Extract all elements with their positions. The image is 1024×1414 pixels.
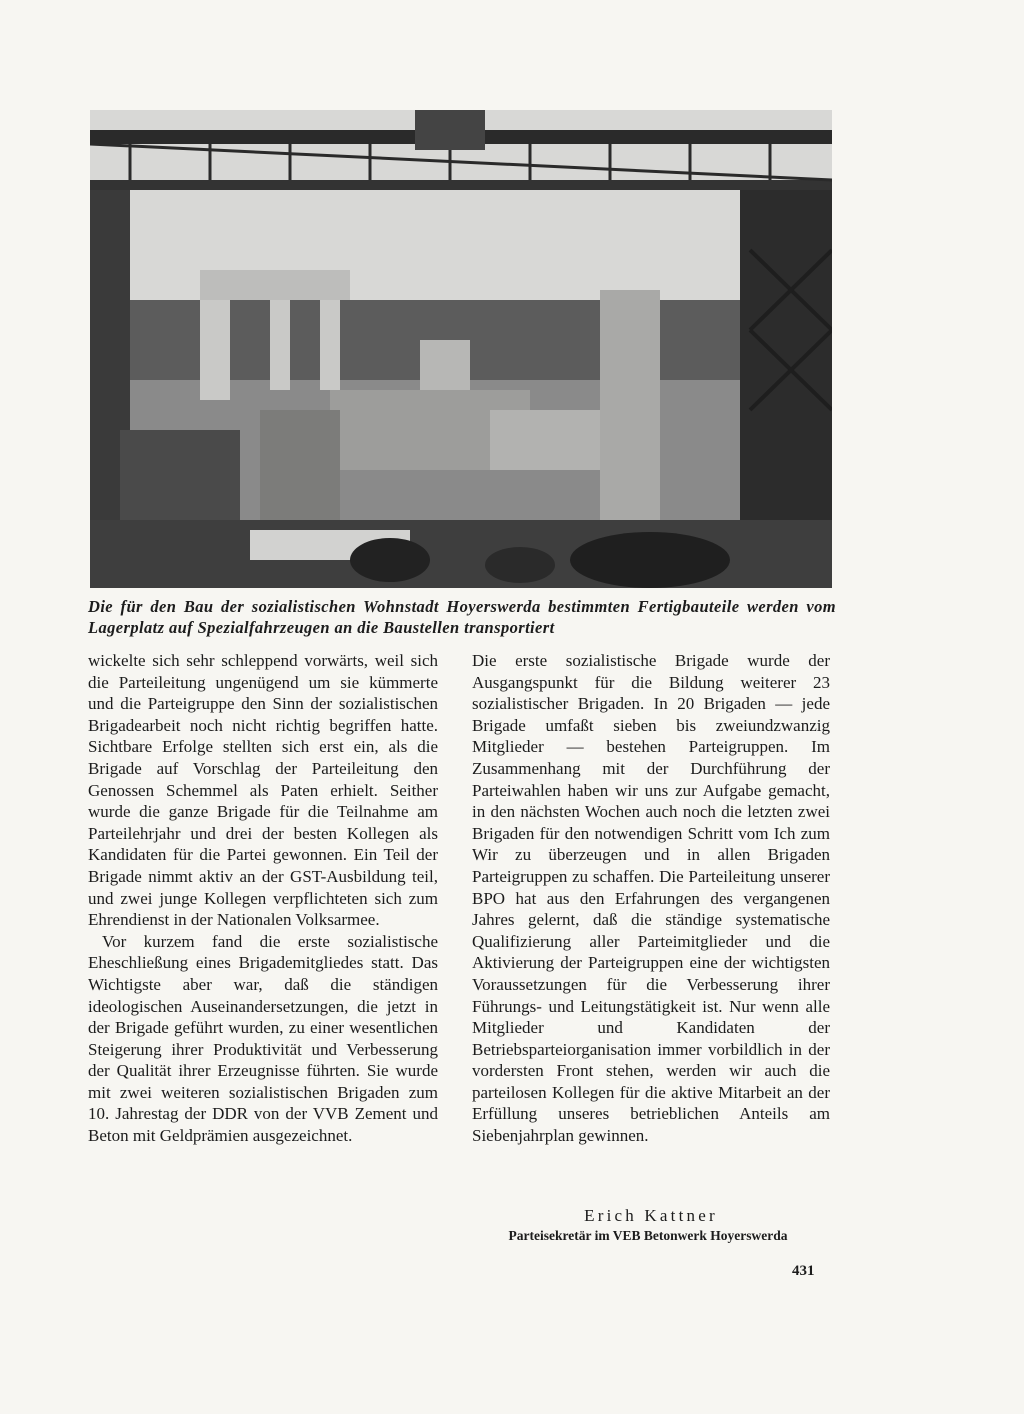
photo-caption: Die für den Bau der sozialistischen Wohnstadt Hoyerswerda bestimmten Fertigbauteile werden vom Lagerplatz auf Spezialfahrzeugen an die Baustellen transportiert — [88, 597, 836, 637]
author-name: Erich Kattner — [584, 1206, 718, 1225]
right-column — [472, 650, 830, 1147]
construction-site-illustration — [90, 110, 832, 588]
left-paragraph-1: wickelte sich sehr schleppend vorwärts, weil sich die Parteileitung ungenügend um sie kümmerte und die Parteigruppe den Sinn der sozialistischen Brigadearbeit noch nicht richtig begriffen hatte. Sichtbare Erfolge stellten sich erst ein, als die Brigade auf Vorschlag der Parteileitung den Genossen Schemmel als Paten erhielt. Seither wurde die ganze Brigade für die Teilnahme am Parteilehrjahr und drei der besten Kollegen als Kandidaten für die Partei gewonnen. Ein Teil der Brigade nimmt aktiv an der GST-Ausbildung teil, und zwei junge Kollegen verpflichteten sich zum Ehrendienst in der Nationalen Volksarmee. — [88, 651, 438, 930]
page-number: 431 — [792, 1263, 815, 1279]
right-paragraph-1: Die erste sozialistische Brigade wurde der Ausgangspunkt für die Bildung weiterer 23 sozialistischer Brigaden. In 20 Brigaden — jede Brigade umfaßt sieben bis zweiundzwanzig Mitglieder — bestehen Parteigruppen. Im Zusammenhang mit der Durchführung der Parteiwahlen haben wir uns zur Aufgabe gemacht, in den nächsten Wochen auch noch die letzten zwei Brigaden für den notwendigen Schritt vom Ich zum Wir zu überzeugen und in allen Brigaden Parteigruppen zu schaffen. Die Parteileitung unserer BPO hat aus den Erfahrungen des vergangenen Jahres gelernt, daß die ständige systematische Qualifizierung aller Parteimitglieder und die Aktivierung der Parteigruppen eine der wichtigsten Voraussetzungen für die Verbesserung ihrer Führungs- und Leitungstätigkeit ist. Nur wenn alle Mitglieder und Kandidaten der Betriebsparteiorganisation immer vorbildlich in der vordersten Front stehen, werden wir auch die parteilosen Kollegen für die aktive Mitarbeit an der Erfüllung unseres betrieblichen Anteils am Siebenjahrplan gewinnen. — [472, 651, 830, 1146]
left-column — [88, 650, 438, 1147]
left-paragraph-2: Vor kurzem fand die erste sozialistische Eheschließung eines Brigademitgliedes statt. Das Wichtigste aber war, daß die ständigen ideologischen Auseinandersetzungen, die jetzt in der Brigade geführt wurden, zu einer wesentlichen Steigerung ihrer Produktivität und Verbesserung der Qualität ihrer Erzeugnisse führten. Sie wurde mit zwei weiteren sozialistischen Brigaden zum 10. Jahrestag der DDR von der VVB Zement und Beton mit Geldprämien ausgezeichnet. — [88, 931, 438, 1146]
author-title: Parteisekretär im VEB Betonwerk Hoyerswerda — [508, 1228, 788, 1243]
construction-site-photo — [90, 110, 832, 588]
